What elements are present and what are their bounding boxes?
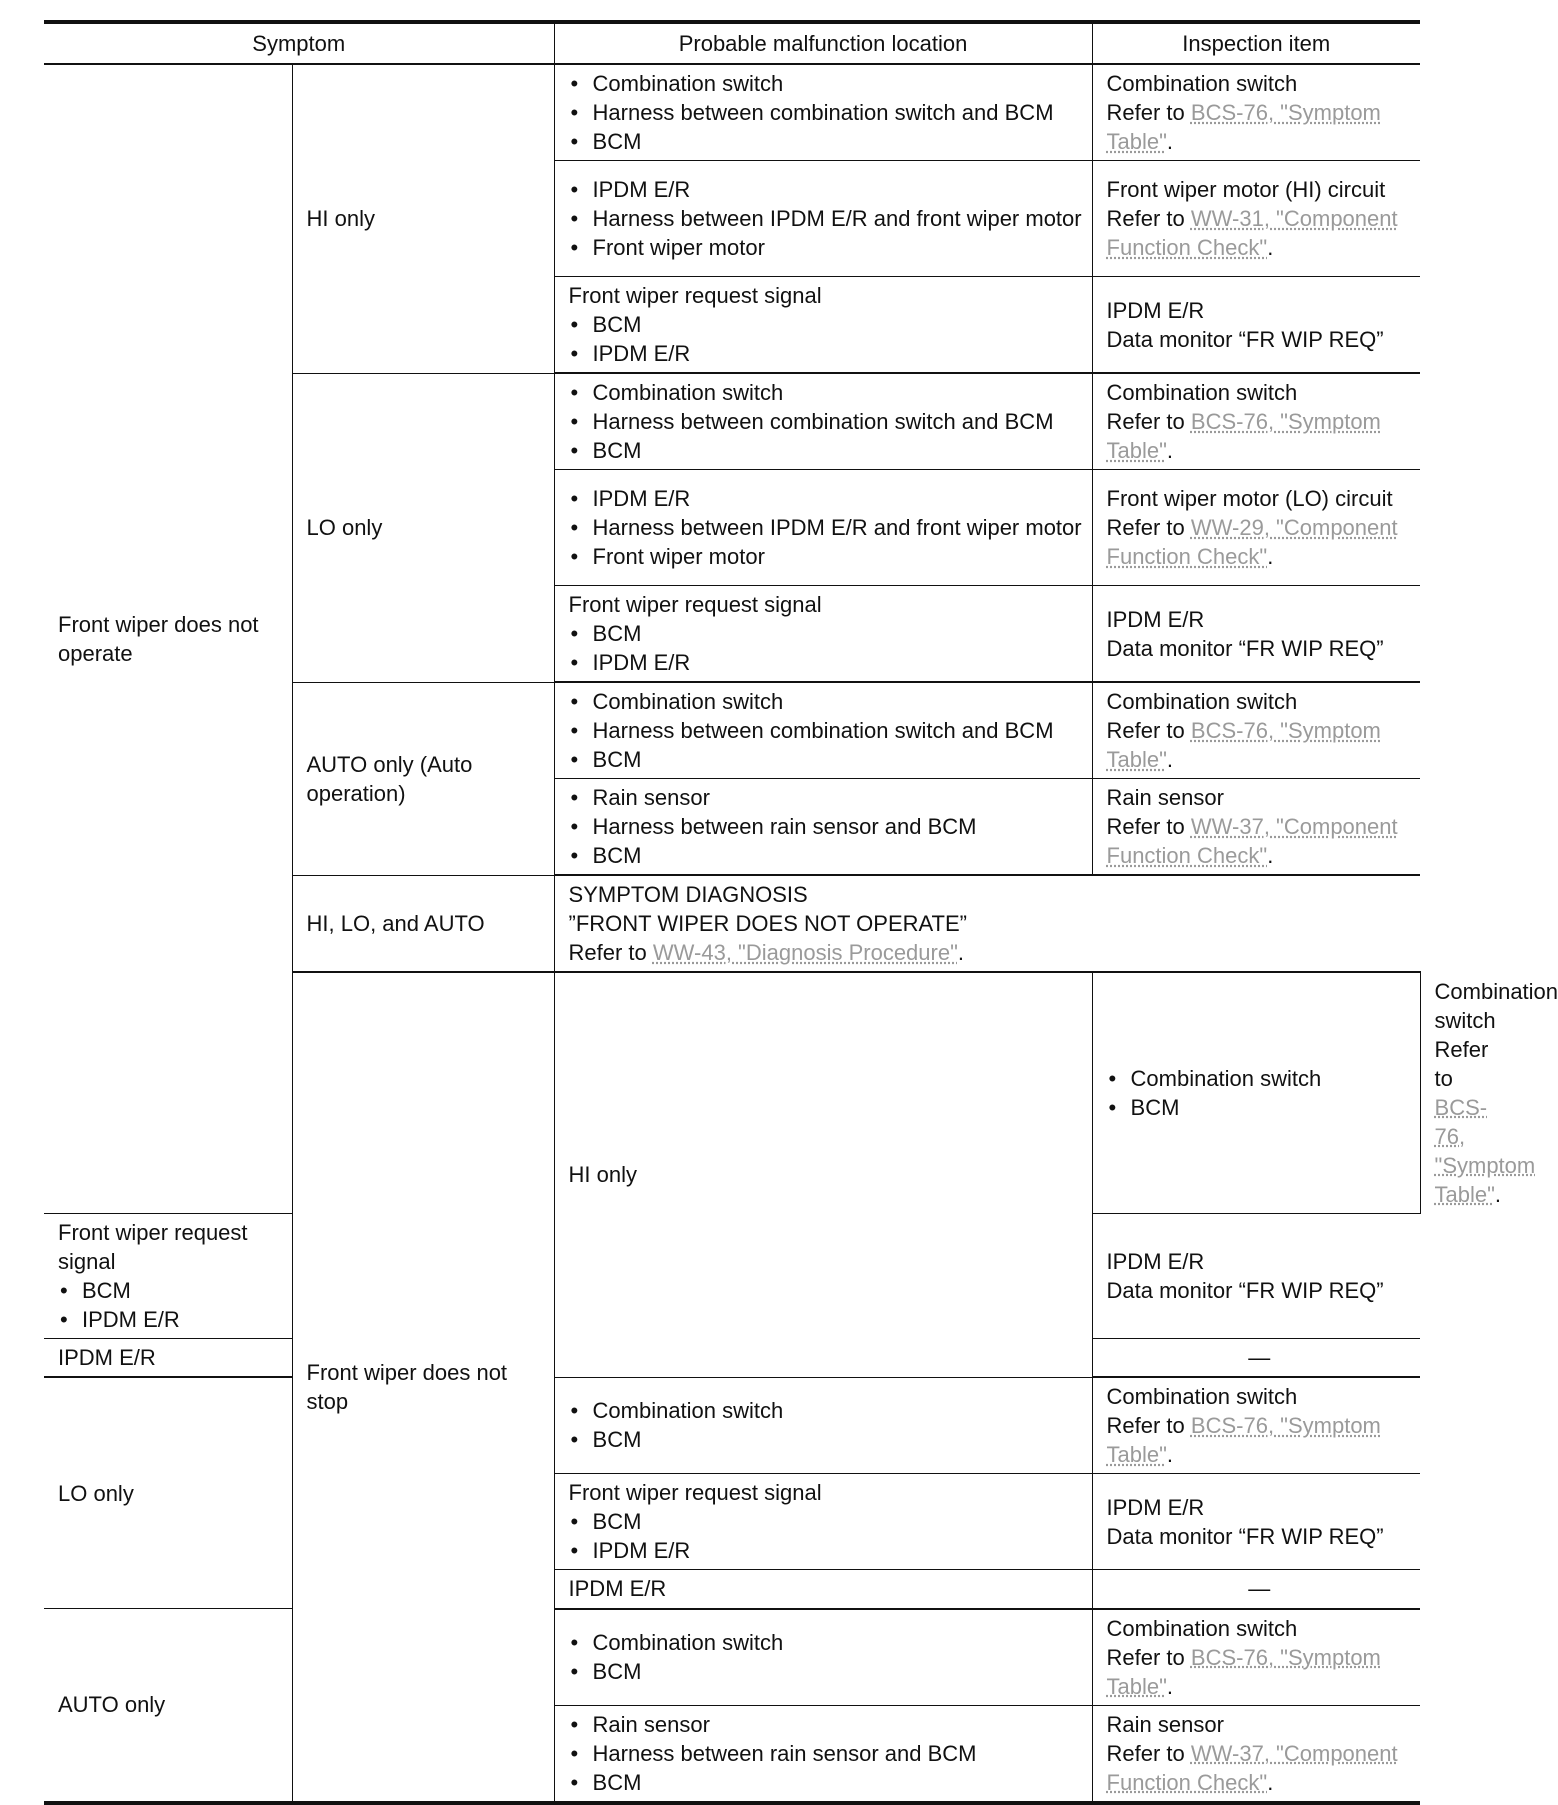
list-item: • Rain sensor <box>569 783 1084 812</box>
bcs-76-link[interactable]: BCS-76, "Symptom Table" <box>1434 1094 1536 1207</box>
refer-label: Refer to <box>1106 718 1185 743</box>
refer-label: Refer to <box>1106 814 1185 839</box>
list-item: • Front wiper motor <box>569 233 1084 262</box>
list-item: • BCM <box>569 619 1084 648</box>
list-item: • Combination switch <box>569 1396 1084 1425</box>
bcs-76-link[interactable]: BCS-76, "Symptom Table" <box>1106 1644 1381 1699</box>
location-list <box>569 310 1084 368</box>
list-item: • Combination switch <box>569 687 1084 716</box>
inspection-title: Combination switch <box>1106 1384 1298 1409</box>
table-row: Front wiper does not stop HI only • Combination switch • BCM Combination switch Refer to BCS-76, "Symptom Table". <box>44 972 1420 1213</box>
location-cell <box>554 277 1092 374</box>
symptom-not-operate: Front wiper does not operate <box>44 64 292 1213</box>
refer-label: Refer to <box>1106 206 1185 231</box>
location-list <box>1107 1064 1412 1122</box>
location-cell <box>554 1377 1092 1474</box>
location-list <box>58 1276 284 1334</box>
mode-auto-only-auto-operation: AUTO only (Auto operation) <box>292 682 554 875</box>
inspection-cell <box>1092 1609 1420 1706</box>
list-item: • Combination switch <box>569 1628 1084 1657</box>
inspection-ref <box>1107 812 1415 870</box>
list-item: • BCM <box>569 1507 1084 1536</box>
list-item: • Combination switch <box>569 69 1084 98</box>
period: . <box>1267 235 1274 260</box>
inspection-title: IPDM E/R <box>1106 1248 1205 1274</box>
list-item: • IPDM E/R <box>569 175 1084 204</box>
location-list <box>569 175 1084 262</box>
location-list <box>569 1507 1084 1565</box>
list-item: • BCM <box>569 745 1084 774</box>
list-item: • IPDM E/R <box>569 648 1084 677</box>
mode-lo-only: LO only <box>292 373 554 682</box>
inspection-cell <box>1092 1377 1420 1474</box>
period: . <box>1267 843 1274 868</box>
table-row <box>44 64 1420 161</box>
data-monitor-text: Data monitor “FR WIP REQ” <box>1106 326 1384 352</box>
list-item: • BCM <box>569 436 1084 465</box>
table-row <box>44 1377 1420 1474</box>
request-signal-label: Front wiper request signal <box>568 283 822 308</box>
inspection-title: Rain sensor <box>1106 1711 1224 1737</box>
header-inspection: Inspection item <box>1092 22 1420 64</box>
symptom-table <box>44 20 1558 1805</box>
list-item: • Harness between IPDM E/R and front wiper motor <box>569 513 1084 542</box>
period: . <box>1166 129 1174 154</box>
data-monitor-text: Data monitor “FR WIP REQ” <box>1106 1277 1384 1303</box>
refer-label: Refer to <box>1434 1036 1489 1091</box>
inspection-cell <box>1092 1474 1420 1570</box>
mode-hi-only: HI only <box>292 64 554 373</box>
location-list <box>569 687 1084 774</box>
inspection-title: Combination switch <box>1106 380 1298 405</box>
location-cell <box>554 779 1092 876</box>
inspection-dash: — <box>1092 1570 1420 1609</box>
table-row <box>44 1609 1420 1706</box>
location-list <box>569 378 1084 465</box>
list-item: • BCM <box>569 841 1084 870</box>
list-item: • BCM <box>569 1657 1084 1686</box>
refer-label: Refer to <box>1106 515 1185 540</box>
inspection-cell <box>1092 1213 1420 1338</box>
inspection-ref <box>1107 1411 1415 1469</box>
inspection-title: Combination switch <box>1106 71 1298 96</box>
location-cell: IPDM E/R <box>554 1570 1092 1609</box>
period: . <box>1267 544 1274 569</box>
refer-label: Refer to <box>1106 409 1185 434</box>
list-item: • Harness between IPDM E/R and front wiper motor <box>569 204 1084 233</box>
mode-hi-lo-auto: HI, LO, and AUTO <box>292 875 554 972</box>
period: . <box>1267 1769 1274 1795</box>
inspection-ref <box>1107 407 1415 465</box>
inspection-cell <box>1092 1705 1420 1803</box>
inspection-cell <box>1092 682 1420 779</box>
inspection-ref <box>1107 1643 1415 1701</box>
location-cell <box>554 1609 1092 1706</box>
request-signal-label: Front wiper request signal <box>568 1480 822 1505</box>
inspection-cell <box>1092 470 1420 586</box>
inspection-ref <box>1107 204 1415 262</box>
request-signal-label: Front wiper request signal <box>58 1219 248 1274</box>
inspection-title: Front wiper motor (LO) circuit <box>1106 486 1393 511</box>
data-monitor-text: Data monitor “FR WIP REQ” <box>1106 635 1384 661</box>
refer-label: Refer to <box>1106 1740 1185 1766</box>
symptom-diagnosis-name: ”FRONT WIPER DOES NOT OPERATE” <box>568 911 967 936</box>
inspection-title: IPDM E/R <box>1106 606 1205 632</box>
list-item: • IPDM E/R <box>569 1536 1084 1565</box>
list-item: • Harness between combination switch and BCM <box>569 716 1084 745</box>
list-item: • BCM <box>569 1768 1084 1797</box>
ww-29-link[interactable]: WW-29, "Component Function Check" <box>1106 515 1398 569</box>
location-cell <box>554 1705 1092 1803</box>
bcs-76-link[interactable]: BCS-76, "Symptom Table" <box>1106 1413 1381 1467</box>
data-monitor-text: Data monitor “FR WIP REQ” <box>1106 1523 1384 1549</box>
list-item: • IPDM E/R <box>58 1305 284 1334</box>
list-item: • Front wiper motor <box>569 542 1084 571</box>
ww-37-link[interactable]: WW-37, "Component Function Check" <box>1106 814 1398 868</box>
inspection-title: IPDM E/R <box>1106 1494 1205 1520</box>
ww-43-link[interactable]: WW-43, "Diagnosis Procedure" <box>652 940 958 965</box>
inspection-cell <box>1092 586 1420 683</box>
bcs-76-link[interactable]: BCS-76, "Symptom Table" <box>1106 100 1381 154</box>
location-cell <box>554 373 1092 470</box>
location-cell <box>554 470 1092 586</box>
inspection-title: Front wiper motor (HI) circuit <box>1106 177 1386 202</box>
inspection-cell <box>1092 277 1420 374</box>
location-cell: IPDM E/R <box>44 1338 292 1377</box>
inspection-ref <box>1107 716 1415 774</box>
mode-lo-only-stop: LO only <box>44 1377 292 1609</box>
inspection-cell <box>1092 161 1420 277</box>
period: . <box>1166 1442 1174 1467</box>
refer-label: Refer to <box>1106 1413 1185 1438</box>
location-list <box>569 783 1084 870</box>
location-cell <box>1092 972 1420 1213</box>
diagnosis-ref <box>569 938 1413 967</box>
refer-label: Refer to <box>1106 100 1185 125</box>
ww-37-link[interactable]: WW-37, "Component Function Check" <box>1106 1740 1398 1795</box>
list-item: • BCM <box>569 127 1084 156</box>
inspection-title: Combination switch <box>1106 689 1298 714</box>
inspection-cell <box>1092 64 1420 161</box>
list-item: • Combination switch <box>569 378 1084 407</box>
location-list <box>569 1396 1084 1454</box>
location-cell <box>554 682 1092 779</box>
list-item: • IPDM E/R <box>569 339 1084 368</box>
request-signal-label: Front wiper request signal <box>568 592 822 617</box>
location-list <box>569 619 1084 677</box>
location-list <box>569 69 1084 156</box>
list-item: • Rain sensor <box>569 1710 1084 1739</box>
period: . <box>1166 438 1174 463</box>
location-cell <box>554 161 1092 277</box>
list-item: • Harness between rain sensor and BCM <box>569 1739 1084 1768</box>
list-item: • BCM <box>569 310 1084 339</box>
location-cell <box>44 1213 292 1338</box>
inspection-ref <box>1107 98 1415 156</box>
period: . <box>1494 1181 1502 1207</box>
ww-31-link[interactable]: WW-31, "Component Function Check" <box>1106 206 1398 260</box>
inspection-title: IPDM E/R <box>1106 297 1205 323</box>
refer-label: Refer to <box>568 940 647 965</box>
list-item: • IPDM E/R <box>569 484 1084 513</box>
location-list <box>569 484 1084 571</box>
header-symptom: Symptom <box>44 22 554 64</box>
inspection-ref <box>1107 513 1415 571</box>
bcs-76-link[interactable]: BCS-76, "Symptom Table" <box>1106 718 1381 772</box>
list-item: • Combination switch <box>1107 1064 1412 1093</box>
bcs-76-link[interactable]: BCS-76, "Symptom Table" <box>1106 409 1381 463</box>
period: . <box>1166 747 1174 772</box>
mode-hi-only-stop: HI only <box>554 972 1092 1377</box>
list-item: • Harness between combination switch and BCM <box>569 407 1084 436</box>
symptom-not-stop: Front wiper does not stop <box>292 972 554 1803</box>
location-cell <box>554 586 1092 683</box>
header-location: Probable malfunction location <box>554 22 1092 64</box>
period: . <box>1166 1673 1174 1699</box>
inspection-title: Rain sensor <box>1106 785 1224 810</box>
inspection-cell <box>1092 779 1420 876</box>
inspection-cell <box>1092 373 1420 470</box>
header-row <box>44 22 1420 64</box>
location-list <box>569 1628 1084 1686</box>
inspection-title: Combination switch <box>1106 1615 1298 1641</box>
period: . <box>957 940 965 965</box>
list-item: • BCM <box>1107 1093 1412 1122</box>
mode-auto-only: AUTO only <box>44 1609 292 1803</box>
list-item: • BCM <box>569 1425 1084 1454</box>
inspection-ref <box>1107 1739 1415 1797</box>
symptom-diagnosis-title: SYMPTOM DIAGNOSIS <box>568 882 808 907</box>
refer-label: Refer to <box>1106 1644 1185 1670</box>
list-item: • Harness between rain sensor and BCM <box>569 812 1084 841</box>
location-list <box>569 1710 1084 1797</box>
symptom-diagnosis-cell <box>554 875 1420 972</box>
list-item: • Harness between combination switch and BCM <box>569 98 1084 127</box>
inspection-dash: — <box>1092 1338 1420 1377</box>
list-item: • BCM <box>58 1276 284 1305</box>
location-cell <box>554 1474 1092 1570</box>
location-cell <box>554 64 1092 161</box>
